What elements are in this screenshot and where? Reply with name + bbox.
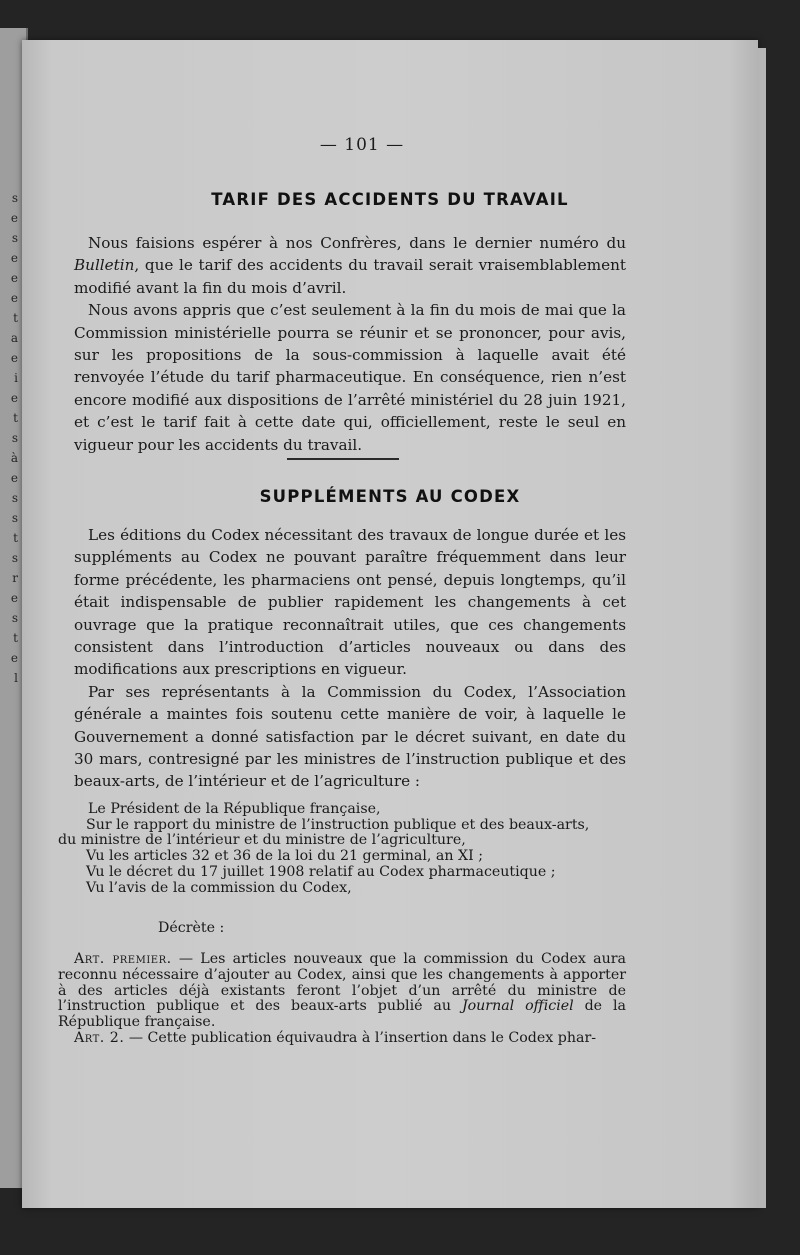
facing-page-glyph: l [14,671,18,685]
facing-page-glyph: t [13,411,18,425]
facing-page-glyph: i [14,371,18,385]
decree-articles [58,952,626,1047]
article-text: — Cette publication équivaudra à l’insertion dans le Codex phar- [124,1029,597,1046]
journal-officiel: Journal officiel [461,998,574,1015]
article-label: Art. 2. [74,1029,125,1046]
facing-page-glyph: s [11,491,18,505]
facing-page-glyph: e [10,251,18,265]
facing-page-glyph: s [11,611,18,625]
article-label: Art. premier. [74,951,172,967]
facing-page-glyph: e [10,391,18,405]
article-text: — Les articles nouveaux que la commission du Codex aura reconnu nécessaire d’ajouter au Codex, ainsi que les changements à apporter à des articles déjà existants feront l’objet d’un arrêté du ministre de l’instruction publique et des beaux-arts publié au [58,951,626,1015]
article-1 [58,952,626,1031]
facing-page-glyph: e [10,351,18,365]
section-title-codex: SUPPLÉMENTS AU CODEX [259,487,521,506]
paragraph-text: Nous faisions espérer à nos Confrères, dans le dernier numéro du [88,234,626,252]
paragraph: Les éditions du Codex nécessitant des travaux de longue durée et les suppléments au Codex ne pouvant paraître fréquemment dans leur forme précédente, les pharmaciens ont pensé, depuis longtemps, qu’il était indispensable de publier rapidement les changements à cet ouvrage que la pratique reconnaîtrait utiles, que ces changements consistent dans l’introduction d’articles nouveaux ou dans des modifications aux prescriptions en vigueur. [74,526,626,679]
facing-page-glyph: s [11,191,18,205]
facing-page-glyph: e [10,291,18,305]
section-title-tarif: TARIF DES ACCIDENTS DU TRAVAIL [211,190,569,209]
facing-page-glyph: t [13,311,18,325]
facing-page-glyph: s [11,551,18,565]
paragraph [74,232,626,299]
facing-page-text-fragments [2,188,18,688]
facing-page-glyph: s [11,511,18,525]
paragraph: Nous avons appris que c’est seulement à la fin du mois de mai que la Commission ministérielle pourra se réunir et se prononcer, pour avis, sur les propositions de la sous-commission à laquelle avait été renvoyée l’étude du tarif pharmaceutique. En conséquence, rien n’est encore modifié aux dispositions de l’arrêté ministériel du 28 juin 1921, et c’est le tarif fait à cette date qui, officiellement, reste le seul en vigueur pour les accidents du travail. [74,301,626,454]
facing-page-glyph: a [10,331,18,345]
facing-page-glyph: e [10,591,18,605]
facing-page-glyph: e [10,471,18,485]
facing-page-glyph: e [10,271,18,285]
section-divider [287,458,399,460]
facing-page-glyph: e [10,651,18,665]
decree-visa: Vu le décret du 17 juillet 1908 relatif au Codex pharmaceutique ; [86,863,556,880]
page-edge [758,48,766,1208]
book-page [22,40,758,1208]
article-2 [58,1031,626,1047]
decree-report-line: du ministre de l’intérieur et du ministre de l’agriculture, [58,832,466,849]
paragraph: Par ses représentants à la Commission du Codex, l’Association générale a maintes fois soutenu cette manière de voir, à laquelle le Gouvernement a donné satisfaction par le décret suivant, en date du 30 mars, contresigné par les ministres de l’instruction publique et des beaux-arts, de l’intérieur et de l’agriculture : [74,682,626,791]
section-body-tarif [74,232,626,456]
decree-report-line: Sur le rapport du ministre de l’instruction publique et des beaux-arts, [86,816,590,833]
article-text: de la République française. [58,998,626,1031]
facing-page-glyph: s [11,431,18,445]
section-body-codex [74,524,626,793]
decree-visa: Vu les articles 32 et 36 de la loi du 21 germinal, an XI ; [86,848,484,865]
bulletin-title: Bulletin [74,256,135,275]
page-number: — 101 — [319,135,405,155]
paragraph-text: , que le tarif des accidents du travail serait vraisemblablement modifié avant la fin du mois d’avril. [74,256,626,297]
decree-preamble [58,802,626,896]
facing-page-glyph: r [12,571,18,585]
facing-page-glyph: à [10,451,18,465]
decree-president: Le Président de la République française, [88,801,381,817]
facing-page-glyph: e [10,211,18,225]
decree-decrete: Décrète : [158,920,225,936]
facing-page-glyph: s [11,231,18,245]
decree-visa: Vu l’avis de la commission du Codex, [86,879,352,896]
facing-page-glyph: t [13,631,18,645]
facing-page-glyph: t [13,531,18,545]
